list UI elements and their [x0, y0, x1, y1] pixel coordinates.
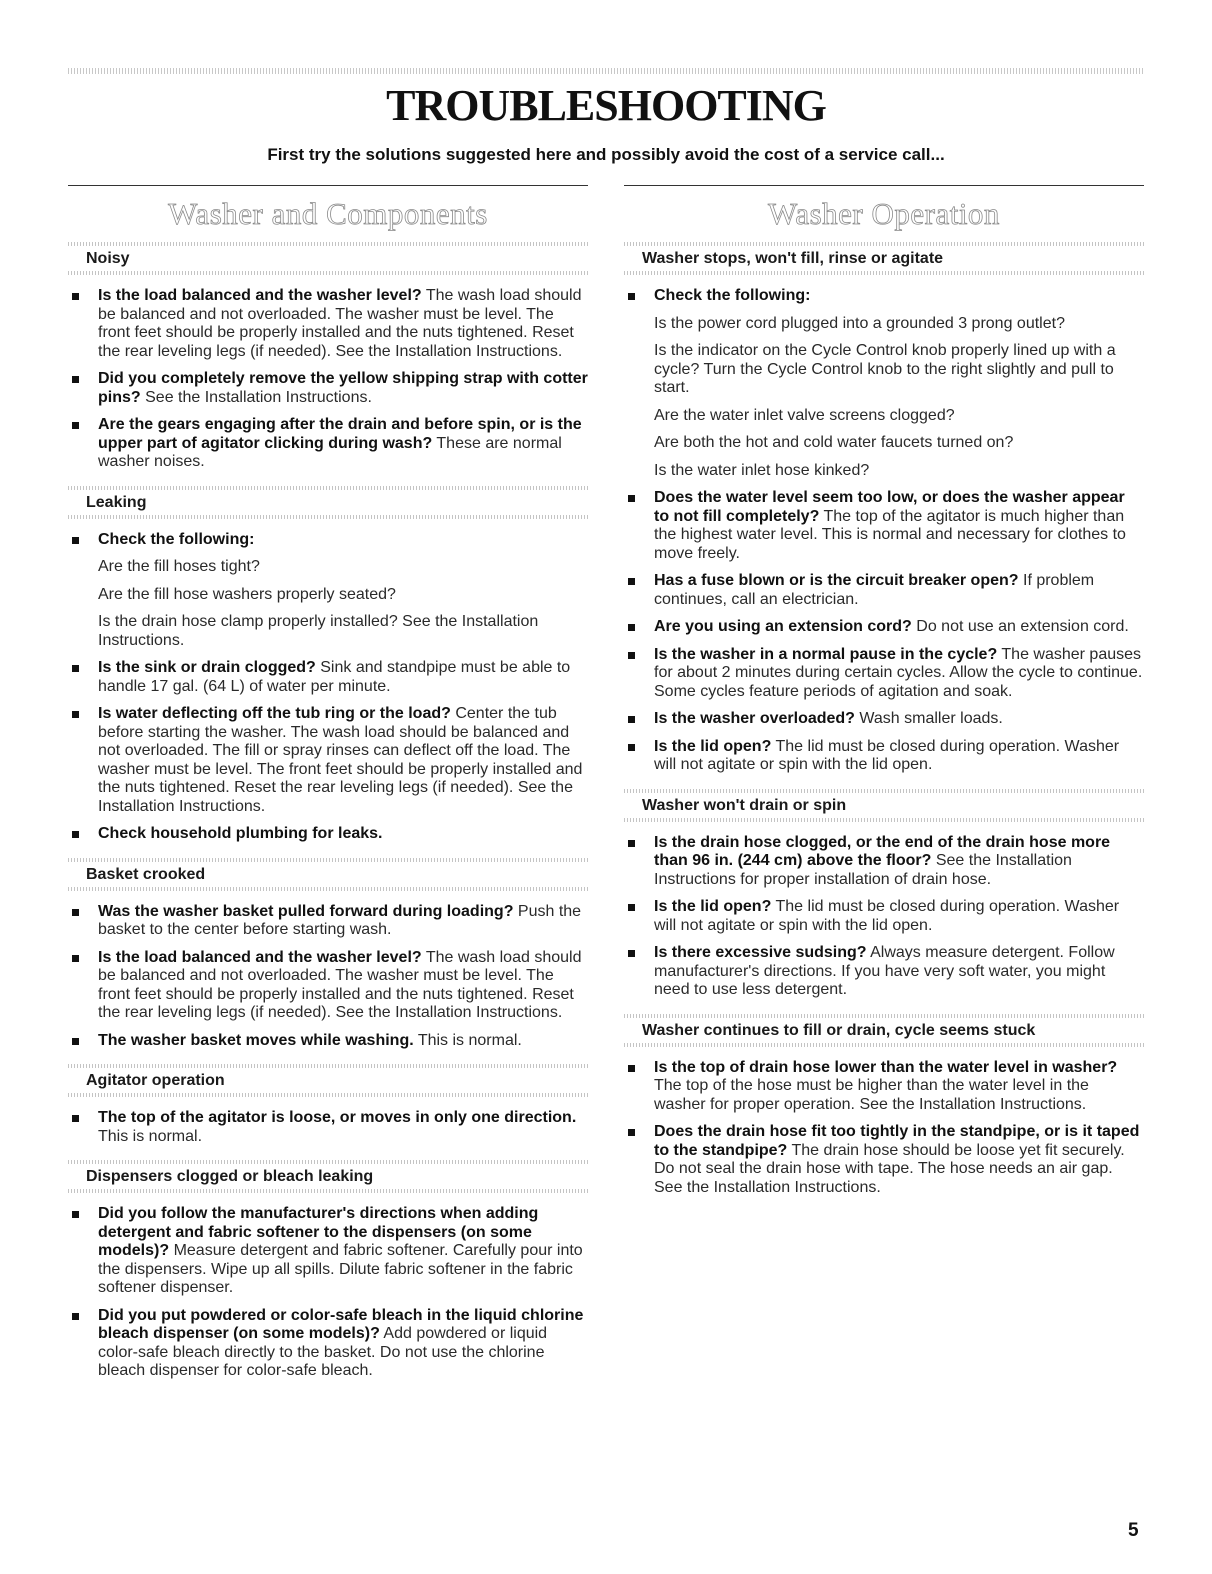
- topic-section: [68, 1064, 588, 1146]
- list-item: [624, 1059, 1144, 1115]
- column-rule: [68, 185, 588, 186]
- list-item: [68, 1109, 588, 1146]
- answer-text: The wash load should be balanced and not overloaded. The washer must be level. The front feet should be properly installed and the nuts tightened. Reset the rear leveling legs (if needed). See the Installation Instructions.: [98, 948, 582, 1021]
- topic-title: Washer won't drain or spin: [642, 796, 847, 814]
- bullet-square: [72, 1211, 79, 1218]
- answer-text: Center the tub before starting the washer. The wash load should be balanced and not overloaded. The fill or spray rinses can deflect off the load. The washer must be level. The front feet should be properly installed and the nuts tightened. Reset the rear leveling legs (if needed). See the Installation Instructions.: [98, 705, 583, 815]
- answer-text: The drain hose should be loose yet fit securely. Do not seal the drain hose with tape. The hose needs an air gap. See the Installation Instructions.: [654, 1141, 1125, 1196]
- bullet-square: [72, 711, 79, 718]
- topic-header: [68, 858, 588, 891]
- answer-text: If problem continues, call an electrician.: [654, 572, 1095, 608]
- list-item: [68, 370, 588, 407]
- list-item: [624, 489, 1144, 563]
- topic-section: [68, 858, 588, 1051]
- topic-title: Basket crooked: [86, 865, 206, 883]
- question-text: Did you completely remove the yellow shipping strap with cotter pins?: [98, 370, 588, 406]
- question-text: The washer basket moves while washing.: [98, 1031, 414, 1049]
- answer-text: Do not use an extension cord.: [911, 618, 1129, 635]
- list-item: [624, 646, 1144, 702]
- bullet-square: [628, 716, 635, 723]
- question-text: Check household plumbing for leaks.: [98, 825, 383, 842]
- list-item: [68, 825, 588, 844]
- topic-title: Noisy: [86, 250, 130, 267]
- check-item: Is the water inlet hose kinked?: [654, 461, 870, 479]
- topic-header: [624, 1014, 1144, 1047]
- bullet-square: [72, 665, 79, 672]
- topic-header: [68, 242, 588, 275]
- bullet-square: [72, 1313, 79, 1320]
- check-item: Are both the hot and cold water faucets turned on?: [654, 434, 1014, 451]
- question-text: Check the following:: [98, 530, 255, 548]
- page-subtitle: First try the solutions suggested here and possibly avoid the cost of a service call...: [267, 145, 945, 164]
- check-item: Is the drain hose clamp properly installed? See the Installation Instructions.: [98, 613, 539, 649]
- topic-title: Leaking: [86, 493, 147, 511]
- list-item: [68, 1307, 588, 1381]
- check-item: Are the fill hose washers properly seated?: [98, 585, 396, 603]
- check-item: Is the power cord plugged into a grounded 3 prong outlet?: [654, 314, 1065, 332]
- list-item: [68, 659, 588, 696]
- answer-text: The washer pauses for about 2 minutes during certain cycles. Allow the cycle to continue. Some cycles feature periods of agitation and soak.: [654, 645, 1143, 700]
- topic-header: [624, 242, 1144, 275]
- topic-section: [68, 242, 588, 472]
- bullet-square: [628, 624, 635, 631]
- question-text: Is the load balanced and the washer level?: [98, 948, 422, 966]
- question-text: Is there excessive sudsing?: [654, 944, 867, 961]
- topic-title: Dispensers clogged or bleach leaking: [86, 1168, 374, 1185]
- column-heading: Washer and Components: [168, 196, 488, 231]
- bullet-square: [628, 840, 635, 847]
- page-title: TROUBLESHOOTING: [386, 81, 826, 130]
- question-text: Is the load balanced and the washer level?: [98, 287, 422, 304]
- question-text: Does the drain hose fit too tightly in the standpipe, or is it taped to the standpipe?: [654, 1123, 1140, 1159]
- topic-title: Washer continues to fill or drain, cycle seems stuck: [642, 1021, 1036, 1039]
- answer-text: See the Installation Instructions for proper installation of drain hose.: [654, 852, 1072, 888]
- topic-section: [624, 1014, 1144, 1198]
- bullet-square: [72, 831, 79, 838]
- list-item: [624, 710, 1144, 729]
- bullet-square: [72, 955, 79, 962]
- bullet-square: [72, 376, 79, 383]
- topic-header: [68, 486, 588, 519]
- question-text: Is the lid open?: [654, 898, 772, 915]
- answer-text: This is normal.: [413, 1031, 522, 1049]
- answer-text: Add powdered or liquid color-safe bleach directly to the basket. Do not use the chlorine bleach dispenser for color-safe bleach.: [98, 1325, 548, 1379]
- topic-section: [68, 1160, 588, 1381]
- bullet-square: [72, 293, 79, 300]
- bullet-square: [628, 1129, 635, 1136]
- list-item: [68, 287, 588, 361]
- bullet-square: [72, 1038, 79, 1045]
- topic-title: Washer stops, won't fill, rinse or agitate: [642, 250, 944, 267]
- question-text: Is the washer in a normal pause in the cycle?: [654, 645, 998, 663]
- bullet-square: [72, 422, 79, 429]
- question-text: Is the drain hose clogged, or the end of the drain hose more than 96 in. (244 cm) above the floor?: [654, 833, 1111, 869]
- page-number: 5: [1128, 1520, 1139, 1541]
- answer-text: Always measure detergent. Follow manufacturer's directions. If you have very soft water, you might need to use less detergent.: [654, 944, 1115, 998]
- bullet-square: [628, 652, 635, 659]
- question-text: Is the washer overloaded?: [654, 710, 855, 727]
- answer-text: This is normal.: [98, 1127, 203, 1145]
- check-item: Are the fill hoses tight?: [98, 558, 260, 575]
- topic-section: [624, 789, 1144, 1000]
- question-text: The top of the agitator is loose, or moves in only one direction.: [98, 1109, 577, 1126]
- bullet-square: [628, 495, 635, 502]
- answer-text: The lid must be closed during operation. Washer will not agitate or spin with the lid open.: [654, 898, 1120, 934]
- bullet-square: [628, 904, 635, 911]
- list-item: [624, 572, 1144, 609]
- top-dotted-rule: [68, 68, 1144, 74]
- answer-text: The top of the agitator is much higher than the highest water level. This is normal and necessary for clothes to move freely.: [654, 507, 1126, 562]
- question-text: Check the following:: [654, 287, 811, 304]
- list-item: [624, 618, 1144, 637]
- answer-text: The wash load should be balanced and not overloaded. The washer must be level. The front feet should be properly installed and the nuts tightened. Reset the rear leveling legs (if needed). See the Installation Instructions.: [98, 287, 582, 360]
- question-text: Is the top of drain hose lower than the water level in washer?: [654, 1058, 1118, 1076]
- bullet-square: [628, 744, 635, 751]
- list-item: [68, 531, 588, 550]
- check-item: Is the indicator on the Cycle Control knob properly lined up with a cycle? Turn the Cycle Control knob to the right slightly and pull to start.: [654, 342, 1116, 396]
- topic-header: [68, 1064, 588, 1097]
- list-item: [68, 949, 588, 1023]
- topic-title: Agitator operation: [86, 1072, 225, 1089]
- topic-section: [68, 486, 588, 844]
- question-text: Was the washer basket pulled forward during loading?: [98, 902, 514, 920]
- bullet-square: [628, 1065, 635, 1072]
- column-rule: [624, 185, 1144, 186]
- question-text: Are the gears engaging after the drain and before spin, or is the upper part of agitator clicking during wash?: [98, 416, 582, 452]
- bullet-square: [72, 1115, 79, 1122]
- list-item: [68, 1205, 588, 1298]
- column-heading: Washer Operation: [768, 196, 1000, 231]
- check-item: Are the water inlet valve screens clogged?: [654, 406, 955, 424]
- list-item: [624, 898, 1144, 935]
- answer-text: See the Installation Instructions.: [140, 388, 372, 406]
- column-washer-operation: [624, 185, 1144, 1211]
- answer-text: Push the basket to the center before starting wash.: [98, 902, 582, 938]
- column-washer-components: [68, 185, 588, 1395]
- answer-text: The lid must be closed during operation. Washer will not agitate or spin with the lid open.: [654, 737, 1120, 773]
- question-text: Did you follow the manufacturer's directions when adding detergent and fabric softener to the dispensers (on some models)?: [98, 1205, 539, 1259]
- question-text: Is water deflecting off the tub ring or the load?: [98, 705, 451, 722]
- bullet-square: [72, 537, 79, 544]
- question-text: Does the water level seem too low, or does the washer appear to not fill completely?: [654, 489, 1125, 525]
- list-item: [624, 287, 1144, 306]
- list-item: [68, 705, 588, 816]
- list-item: [624, 738, 1144, 775]
- list-item: [68, 416, 588, 472]
- topic-header: [68, 1160, 588, 1193]
- answer-text: Sink and standpipe must be able to handle 17 gal. (64 L) of water per minute.: [98, 659, 571, 695]
- bullet-square: [72, 909, 79, 916]
- bullet-square: [628, 293, 635, 300]
- list-item: [624, 944, 1144, 1000]
- question-text: Did you put powdered or color-safe bleach in the liquid chlorine bleach dispenser (on some models)?: [98, 1306, 584, 1342]
- answer-text: These are normal washer noises.: [98, 434, 562, 470]
- answer-text: Measure detergent and fabric softener. Carefully pour into the dispensers. Wipe up all spills. Dilute fabric softener in the fabric softener dispenser.: [98, 1242, 583, 1296]
- topic-section: [624, 242, 1144, 775]
- bullet-square: [628, 578, 635, 585]
- question-text: Are you using an extension cord?: [654, 618, 912, 635]
- list-item: [624, 1123, 1144, 1197]
- bullet-square: [628, 950, 635, 957]
- answer-text: The top of the hose must be higher than the water level in the washer for proper operation. See the Installation Instructions.: [654, 1077, 1089, 1113]
- list-item: [624, 834, 1144, 890]
- topic-header: [624, 789, 1144, 822]
- question-text: Has a fuse blown or is the circuit breaker open?: [654, 572, 1019, 589]
- question-text: Is the lid open?: [654, 737, 772, 755]
- answer-text: Wash smaller loads.: [854, 710, 1003, 727]
- list-item: [68, 1032, 588, 1051]
- question-text: Is the sink or drain clogged?: [98, 659, 316, 676]
- list-item: [68, 903, 588, 940]
